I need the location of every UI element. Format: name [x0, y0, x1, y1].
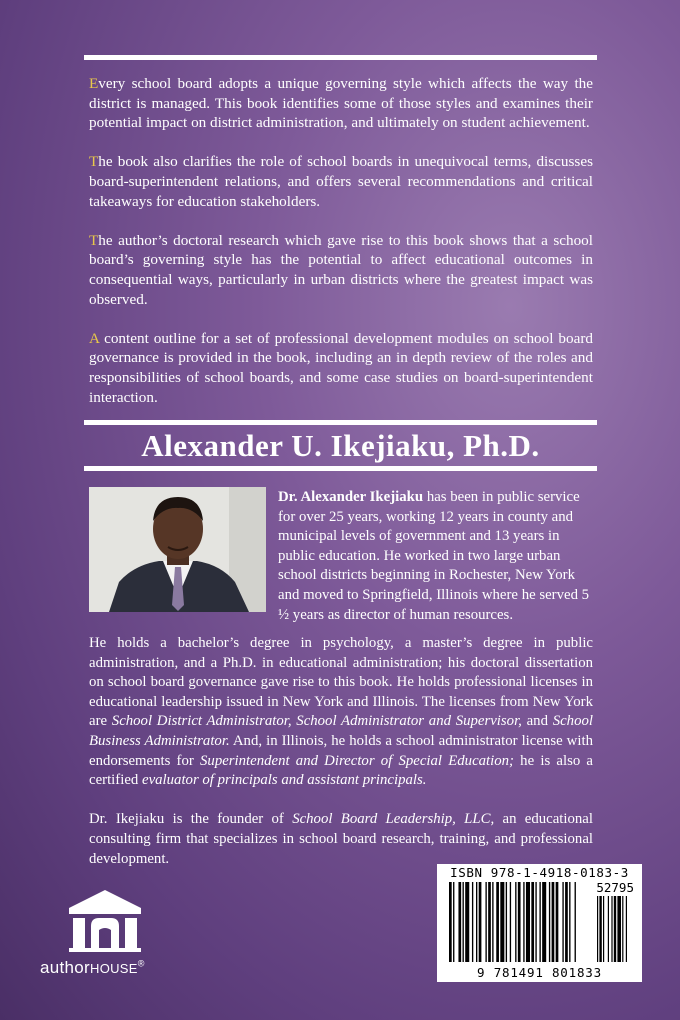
addon-bar	[608, 896, 609, 962]
addon-bar	[614, 896, 616, 962]
author-bottom-rule	[84, 466, 597, 471]
barcode-bar	[510, 882, 511, 962]
barcode-bar	[463, 882, 464, 962]
barcode-bar	[458, 882, 461, 962]
author-top-rule	[84, 420, 597, 425]
house-book-icon	[65, 888, 145, 952]
price-code: 52795	[596, 880, 634, 895]
addon-bar	[617, 896, 621, 962]
barcode-bar	[542, 882, 546, 962]
barcode-bar	[449, 882, 452, 962]
bio-paragraph-founder: Dr. Ikejiaku is the founder of School Board Leadership, LLC, an educational consulting firm that specializes in school board research, training, and professional development.	[89, 811, 593, 867]
barcode-bar	[518, 882, 521, 962]
barcode-bar	[535, 882, 536, 962]
barcode-bar	[531, 882, 534, 962]
barcode-bar	[496, 882, 499, 962]
addon-bar	[599, 896, 601, 962]
blurb-paragraph-4: A content outline for a set of professional development modules on school board governance is provided in the book, including an in depth review of the roles and responsibilities of school boards, and some case studies on board-superintendent interaction.	[89, 329, 593, 406]
barcode-bar	[526, 882, 530, 962]
drop-letter: E	[89, 75, 99, 92]
bio-author-name: Dr. Alexander Ikejiaku	[278, 489, 424, 505]
barcode-bar	[500, 882, 504, 962]
barcode-bar	[479, 882, 482, 962]
isbn-barcode	[437, 864, 642, 982]
drop-letter: T	[89, 153, 99, 171]
addon-bar	[626, 896, 627, 962]
barcode-bar	[523, 882, 524, 962]
barcode-bar	[565, 882, 568, 962]
bio-paragraph-credentials: He holds a bachelor’s degree in psychology, a master’s degree in public administration, and a Ph.D. in educational administration; his doctoral dissertation on school board governance gave rise to this book. He holds professional licenses in educational leadership issued in New York and Illinois. The licenses from New York are School District Administrator, School Administrator and Supervisor, and School Business Administrator. And, in Illinois, he holds a school administrator license with endorsements for Superintendent and Director of Special Education; he is also a certified evaluator of principals and assistant principals.	[89, 635, 593, 789]
barcode-bar	[549, 882, 550, 962]
bio-intro: Dr. Alexander Ikejiaku has been in public service for over 25 years, working 12 years in county and municipal levels of government and 13 years in public education. He worked in two large urban school districts beginning in Rochester, New York and moved to Springfield, Illinois where he served 5 ½ years as director of human resources.	[278, 489, 590, 623]
addon-bar	[611, 896, 612, 962]
barcode-bar	[552, 882, 555, 962]
barcode-bar	[485, 882, 486, 962]
barcode-bar	[539, 882, 540, 962]
barcode-bar	[569, 882, 570, 962]
barcode-bar	[575, 882, 576, 962]
blurb-paragraph-3: The author’s doctoral research which gave rise to this book shows that a school board’s governing style has the potential to affect educational outcomes in consequential ways, particularly in urban districts where the greatest impact was observed.	[89, 231, 593, 308]
addon-bar	[597, 896, 598, 962]
bio-body	[89, 634, 593, 889]
publisher-name: authorHOUSE®	[40, 958, 145, 977]
barcode-bar	[465, 882, 469, 962]
blurb-paragraph-1: Every school board adopts a unique governing style which affects the way the district is managed. This book identifies some of those styles and examines their potential impact on district administration, and ultimately on student achievement.	[89, 75, 593, 132]
addon-bar	[603, 896, 604, 962]
barcode-bar	[506, 882, 507, 962]
ean-digits: 9 781491 801833	[477, 965, 602, 980]
book-blurb	[89, 74, 593, 427]
barcode-bar	[476, 882, 477, 962]
drop-letter: T	[89, 231, 99, 249]
isbn-text: ISBN 978-1-4918-0183-3	[450, 865, 629, 880]
addon-bar	[622, 896, 623, 962]
top-rule	[84, 55, 597, 60]
author-photo	[89, 487, 266, 612]
barcode-bar	[556, 882, 559, 962]
blurb-paragraph-2: The book also clarifies the role of school boards in unequivocal terms, discusses board-superintendent relations, and offers several recommendations and critical takeaways for education stakeholders.	[89, 153, 593, 210]
barcode-bar	[515, 882, 516, 962]
barcode-bar	[488, 882, 491, 962]
author-name: Alexander U. Ikejiaku, Ph.D.	[141, 428, 540, 463]
barcode-bar	[492, 882, 493, 962]
barcode-bar	[472, 882, 473, 962]
barcode-bar	[562, 882, 563, 962]
barcode-bar	[453, 882, 454, 962]
drop-letter: A	[89, 329, 100, 347]
